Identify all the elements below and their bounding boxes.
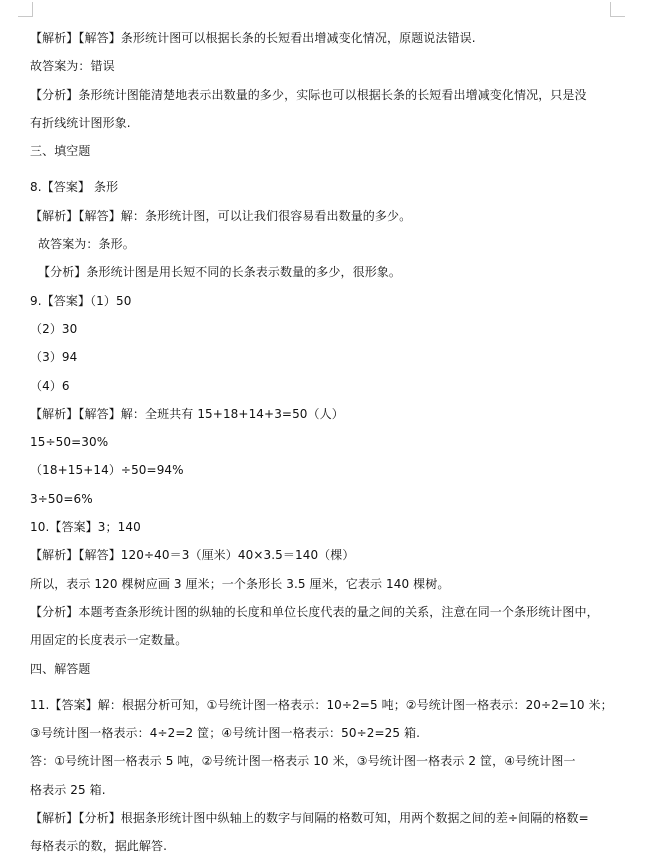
question-9-calc-3: 3÷50=6% bbox=[30, 491, 93, 506]
document-body bbox=[30, 24, 642, 861]
question-11-analysis: 【解析】【分析】根据条形统计图中纵轴上的数字与间隔的格数可知，用两个数据之间的差÷间隔的格数= bbox=[30, 811, 589, 826]
question-10-note: 【分析】本题考查条形统计图的纵轴的长度和单位长度代表的量之间的关系，注意在同一个条形统计图中， bbox=[30, 604, 599, 619]
answer-line: 故答案为：错误 bbox=[30, 59, 115, 74]
question-11-analysis-continued: 每格表示的数，据此解答. bbox=[30, 839, 168, 854]
question-9-calc-2: （18+15+14）÷50=94% bbox=[30, 463, 184, 478]
question-11-response-continued: 格表示 25 箱. bbox=[30, 782, 106, 797]
page-corner-mark-left bbox=[18, 2, 33, 17]
analysis-line: 【分析】条形统计图能清楚地表示出数量的多少，实际也可以根据长条的长短看出增减变化情况，只是没 bbox=[30, 87, 587, 102]
question-10-note-continued: 用固定的长度表示一定数量。 bbox=[30, 633, 188, 648]
question-9-answer-1: 9.【答案】（1）50 bbox=[30, 293, 132, 308]
question-9-answer-4: （4）6 bbox=[30, 378, 70, 393]
question-11-response: 答：①号统计图一格表示 5 吨，②号统计图一格表示 10 米，③号统计图一格表示 2 筐，④号统计图一 bbox=[30, 754, 576, 769]
question-8-answer: 8.【答案】 条形 bbox=[30, 180, 119, 195]
question-10-analysis: 【解析】【解答】120÷40＝3（厘米）40×3.5＝140（棵） bbox=[30, 548, 355, 563]
question-9-calc-1: 15÷50=30% bbox=[30, 435, 109, 450]
question-11-answer: 11.【答案】解：根据分析可知，①号统计图一格表示：10÷2=5 吨；②号统计图一格表示：20÷2=10 米； bbox=[30, 697, 613, 712]
analysis-line-continued: 有折线统计图形象. bbox=[30, 115, 131, 130]
question-9-answer-3: （3）94 bbox=[30, 350, 78, 365]
question-8-note: 【分析】条形统计图是用长短不同的长条表示数量的多少，很形象。 bbox=[38, 265, 402, 280]
section-heading-fill-in: 三、填空题 bbox=[30, 144, 91, 159]
question-9-answer-2: （2）30 bbox=[30, 321, 78, 336]
question-9-analysis: 【解析】【解答】解：全班共有 15+18+14+3=50（人） bbox=[30, 406, 344, 421]
section-heading-solve: 四、解答题 bbox=[30, 661, 91, 676]
question-11-answer-continued: ③号统计图一格表示：4÷2=2 筐；④号统计图一格表示：50÷2=25 箱. bbox=[30, 726, 421, 741]
question-8-conclusion: 故答案为：条形。 bbox=[38, 237, 135, 252]
question-8-analysis: 【解析】【解答】解：条形统计图，可以让我们很容易看出数量的多少。 bbox=[30, 208, 412, 223]
question-10-explanation: 所以，表示 120 棵树应画 3 厘米；一个条形长 3.5 厘米，它表示 140 棵树。 bbox=[30, 576, 450, 591]
question-10-answer: 10.【答案】3；140 bbox=[30, 520, 141, 535]
page-corner-mark-right bbox=[610, 2, 625, 17]
analysis-line: 【解析】【解答】条形统计图可以根据长条的长短看出增减变化情况，原题说法错误. bbox=[30, 31, 476, 45]
